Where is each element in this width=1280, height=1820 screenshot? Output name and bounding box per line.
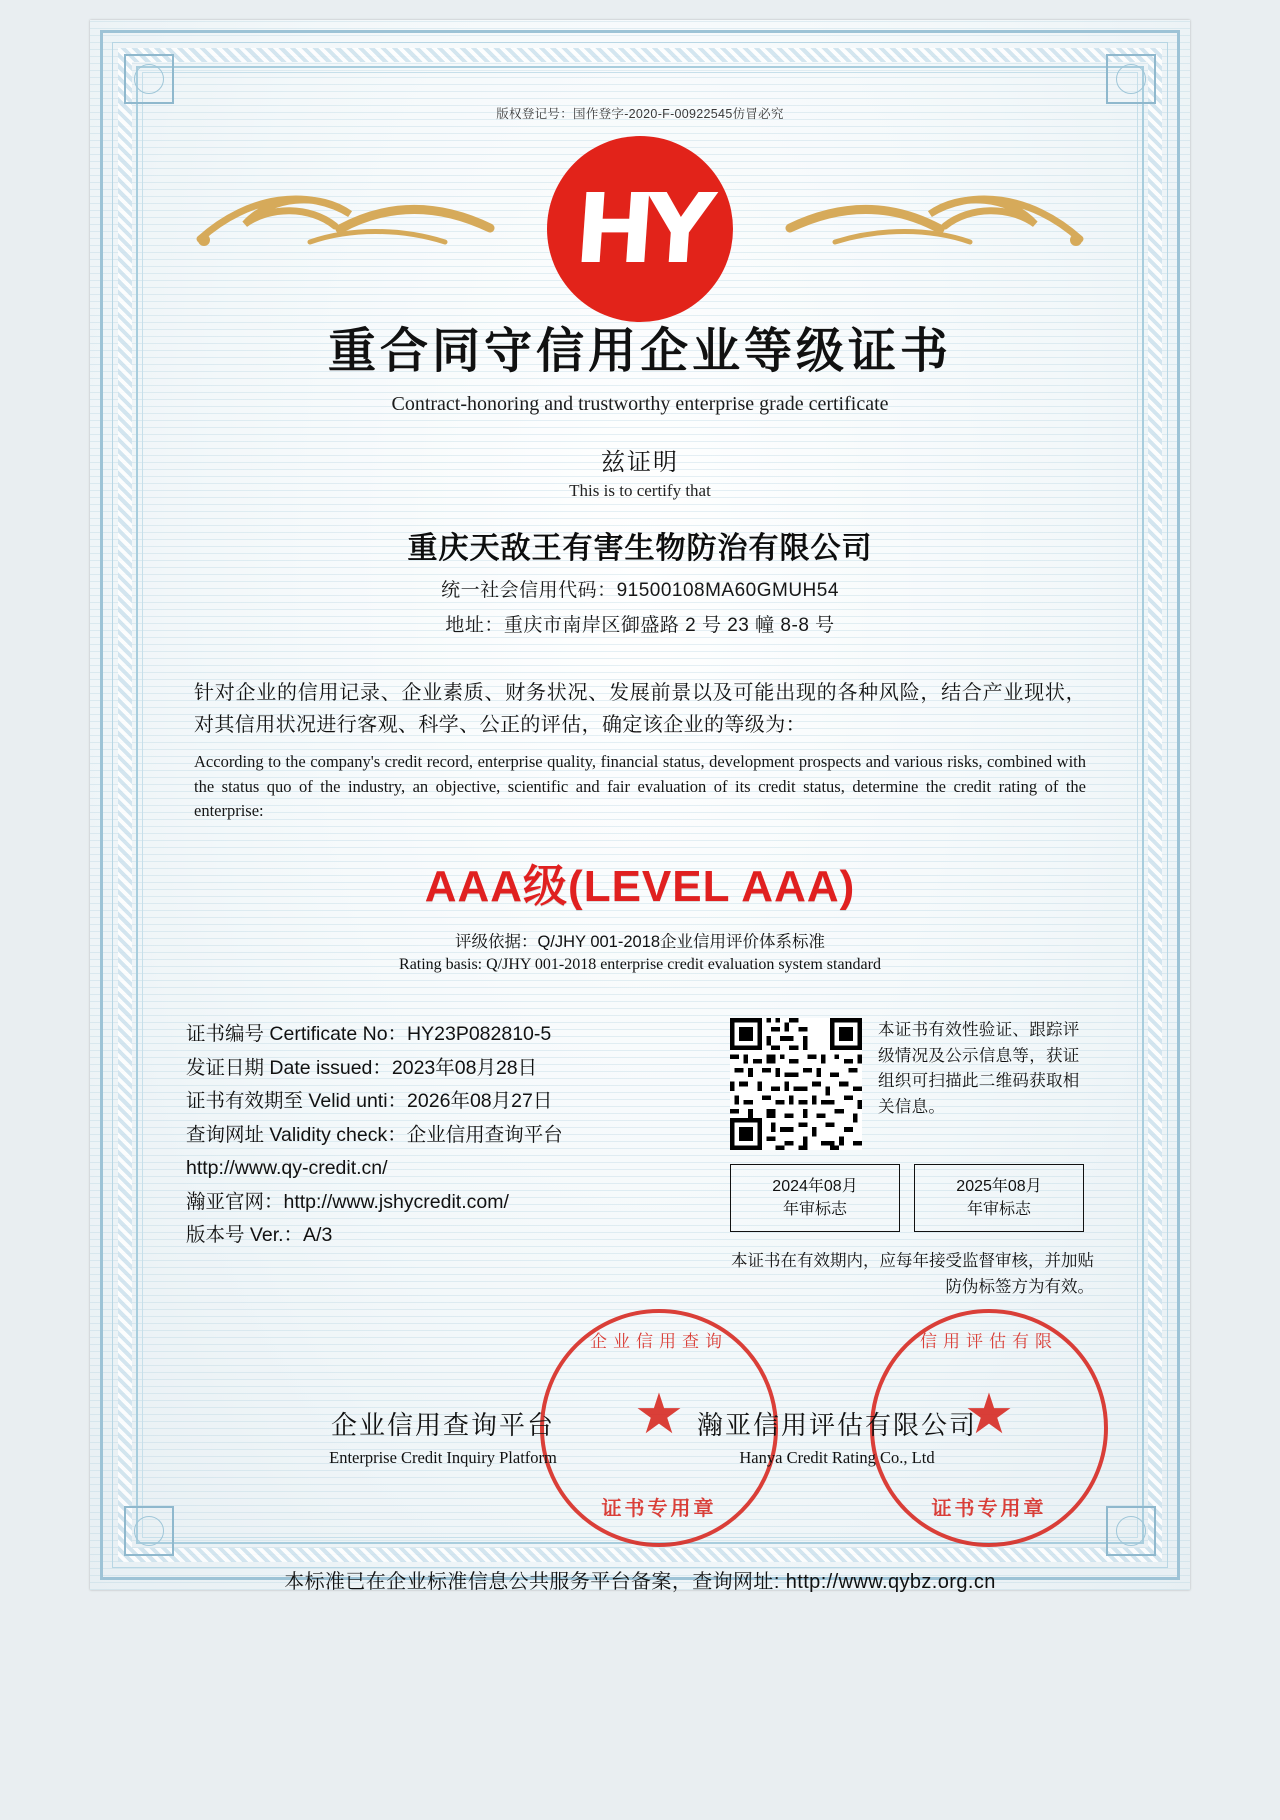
organization-two — [672, 1405, 1002, 1468]
annual-review-label: 年审标志 — [966, 1201, 1031, 1219]
header-logo-row — [150, 126, 1130, 316]
seal-bottom-text: 证书专用章 — [931, 1497, 1047, 1520]
certify-line-cn: 兹证明 — [601, 449, 679, 476]
issuing-organizations — [150, 1405, 1130, 1468]
annual-review-boxes — [730, 1164, 1094, 1232]
certificate-content — [150, 80, 1130, 1593]
rating-basis-en: Rating basis: Q/JHY 001-2018 enterprise credit evaluation system standard — [399, 956, 881, 974]
date-issued: 发证日期 Date issued：2023年08月28日 — [186, 1056, 538, 1079]
details-right-column — [730, 1018, 1094, 1301]
seal-star-icon: ★ — [963, 1382, 1015, 1445]
annual-review-box — [730, 1164, 900, 1232]
organization-name-en: Enterprise Credit Inquiry Platform — [329, 1447, 557, 1467]
valid-until: 证书有效期至 Velid unti：2026年08月27日 — [186, 1090, 553, 1113]
footer-filing-note: 本标准已在企业标准信息公共服务平台备案，查询网址: http://www.qybz.org.cn — [284, 1570, 996, 1593]
certificate-title-cn: 重合同守信用企业等级证书 — [327, 325, 952, 378]
annual-review-date: 2024年08月 — [772, 1177, 858, 1195]
hy-logo — [547, 136, 733, 322]
company-address: 地址：重庆市南岸区御盛路 2 号 23 幢 8-8 号 — [445, 615, 835, 636]
flourish-ornament-left — [190, 184, 520, 264]
validity-check: 查询网址 Validity check：企业信用查询平台 — [186, 1123, 563, 1146]
seal-star-icon: ★ — [633, 1382, 685, 1445]
seal-arc-text: 企业信用查询 — [590, 1331, 728, 1351]
validity-check-url[interactable]: http://www.qy-credit.cn/ — [186, 1157, 388, 1180]
official-website[interactable]: 瀚亚官网：http://www.jshycredit.com/ — [186, 1190, 509, 1213]
qr-instruction-text: 本证书有效性验证、跟踪评级情况及公示信息等，获证组织可扫描此二维码获取相关信息。 — [878, 1021, 1080, 1116]
statement-en: According to the company's credit record, enterprise quality, financial status, development prospects and various risks, combined with the status quo of the industry, an objective, scientific and fair evaluation of its credit status, determine the credit rating of the enterprise: — [194, 751, 1086, 821]
certify-line-en: This is to certify that — [569, 481, 711, 500]
credit-level: AAA级(LEVEL AAA) — [424, 862, 856, 912]
details-left-column — [186, 1018, 706, 1301]
annual-review-date: 2025年08月 — [956, 1177, 1042, 1195]
annual-review-label: 年审标志 — [782, 1201, 847, 1219]
copyright-registration-notice: 版权登记号：国作登字-2020-F-00922545仿冒必究 — [496, 107, 784, 121]
organization-one — [278, 1405, 608, 1468]
qr-code-icon[interactable] — [730, 1018, 862, 1150]
qr-row — [730, 1018, 1094, 1150]
rating-basis-cn: 评级依据：Q/JHY 001-2018企业信用评价体系标准 — [454, 933, 826, 952]
annual-review-note: 本证书在有效期内，应每年接受监督审核，并加贴防伪标签方为有效。 — [731, 1252, 1094, 1297]
statement-cn: 针对企业的信用记录、企业素质、财务状况、发展前景以及可能出现的各种风险，结合产业现状，对其信用状况进行客观、科学、公正的评估，确定该企业的等级为： — [194, 682, 1086, 737]
hy-logo-text: HY — [571, 173, 709, 285]
seal-bottom-text: 证书专用章 — [601, 1497, 717, 1520]
details-section — [150, 1018, 1130, 1301]
annual-review-box — [914, 1164, 1084, 1232]
certificate-document — [90, 20, 1190, 1593]
organization-name-en: Hanya Credit Rating Co., Ltd — [739, 1447, 935, 1467]
flourish-ornament-right — [760, 184, 1090, 264]
certificate-title-en: Contract-honoring and trustworthy enterprise grade certificate — [391, 393, 889, 415]
organization-name-cn: 企业信用查询平台 — [330, 1409, 555, 1440]
certificate-number: 证书编号 Certificate No：HY23P082810-5 — [186, 1023, 552, 1046]
company-name: 重庆天敌王有害生物防治有限公司 — [407, 532, 873, 565]
organization-name-cn: 瀚亚信用评估有限公司 — [696, 1409, 977, 1440]
version-number: 版本号 Ver.：A/3 — [186, 1224, 333, 1247]
seals-section — [150, 1309, 1130, 1539]
seal-arc-text: 信用评估有限 — [920, 1331, 1058, 1351]
company-credit-code: 统一社会信用代码：91500108MA60GMUH54 — [441, 580, 839, 601]
